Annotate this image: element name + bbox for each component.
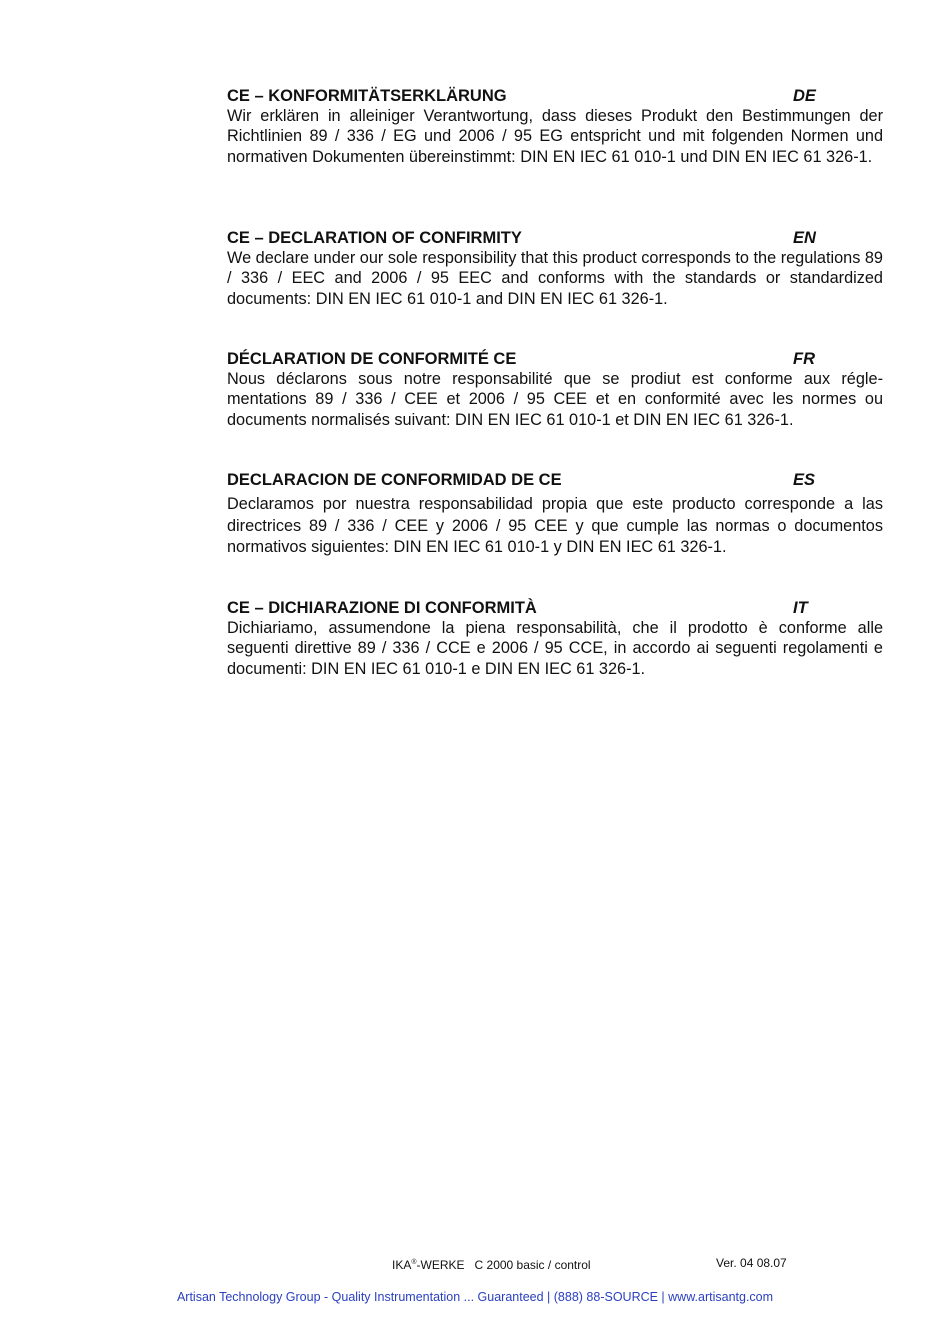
section-heading [227,470,883,490]
section-text: Nous déclarons sous notre responsabilité que se prodiut est conforme aux réglementations 89 / 336 / CEE et 2006 / 95 CEE et en conformité avec les normes ou documents normalisés suivant: DIN EN IEC 61 010-1 et DIN EN IEC 61 326-1. [227,370,883,429]
manufacturer-product [392,1255,591,1273]
section-heading [227,228,883,248]
section-title: CE – DICHIARAZIONE DI CONFORMITÀ [227,599,537,617]
section-title: CE – DECLARATION OF CONFIRMITY [227,229,522,247]
section-text: Declaramos por nuestra responsabilidad propia que este producto corresponde a las directrices 89 / 336 / CEE y 2006 / 95 CEE y que cumple las normas o documentos normativos siguientes: DIN EN IEC 61 010-1 y DIN EN IEC 61 326-1. [227,495,883,556]
section-es [227,470,883,559]
language-code: IT [793,599,808,617]
section-text: Wir erklären in alleiniger Verantwortung, dass dieses Produkt den Bestimmungen der Richtlinien 89 / 336 / EG und 2006 / 95 EG entspricht und mit folgenden Normen und normativen Dokumenten übereinstimmt: DIN EN IEC 61 010-1 und DIN EN IEC 61 326-1. [227,107,883,166]
section-title: DECLARACION DE CONFORMIDAD DE CE [227,471,562,489]
section-en [227,228,883,309]
section-de [227,86,883,167]
version-label: Ver. 04 08.07 [716,1256,787,1270]
section-it [227,598,883,679]
section-heading [227,598,883,618]
language-code: FR [793,350,815,368]
language-code: ES [793,471,816,489]
section-fr [227,349,883,430]
language-code: EN [793,229,816,247]
section-title: CE – KONFORMITÄTSERKLÄRUNG [227,87,507,105]
section-title: DÉCLARATION DE CONFORMITÉ CE [227,350,517,368]
registered-mark: ® [411,1259,417,1266]
section-text: Dichiariamo, assumendone la piena responsabilità, che il prodotto è conforme alle seguenti direttive 89 / 336 / CCE e 2006 / 95 CCE, in accordo ai seguenti regolamenti e documenti: DIN EN IEC 61 010-1 e DIN EN IEC 61 326-1. [227,619,883,678]
section-heading [227,86,883,106]
brand-name: IKA [392,1258,412,1272]
language-code: DE [793,87,816,105]
section-text: We declare under our sole responsibility that this product corresponds to the regulations 89 / 336 / EEC and 2006 / 95 EEC and conforms with the standards or standardized documents: DIN EN IEC 61 010-1 and DIN EN IEC 61 326-1. [227,249,883,308]
product-name: -WERKE C 2000 basic / control [416,1258,591,1272]
section-heading [227,349,883,369]
sponsor-banner: Artisan Technology Group - Quality Instrumentation ... Guaranteed | (888) 88-SOURCE | www.artisantg.com [176,1290,774,1304]
